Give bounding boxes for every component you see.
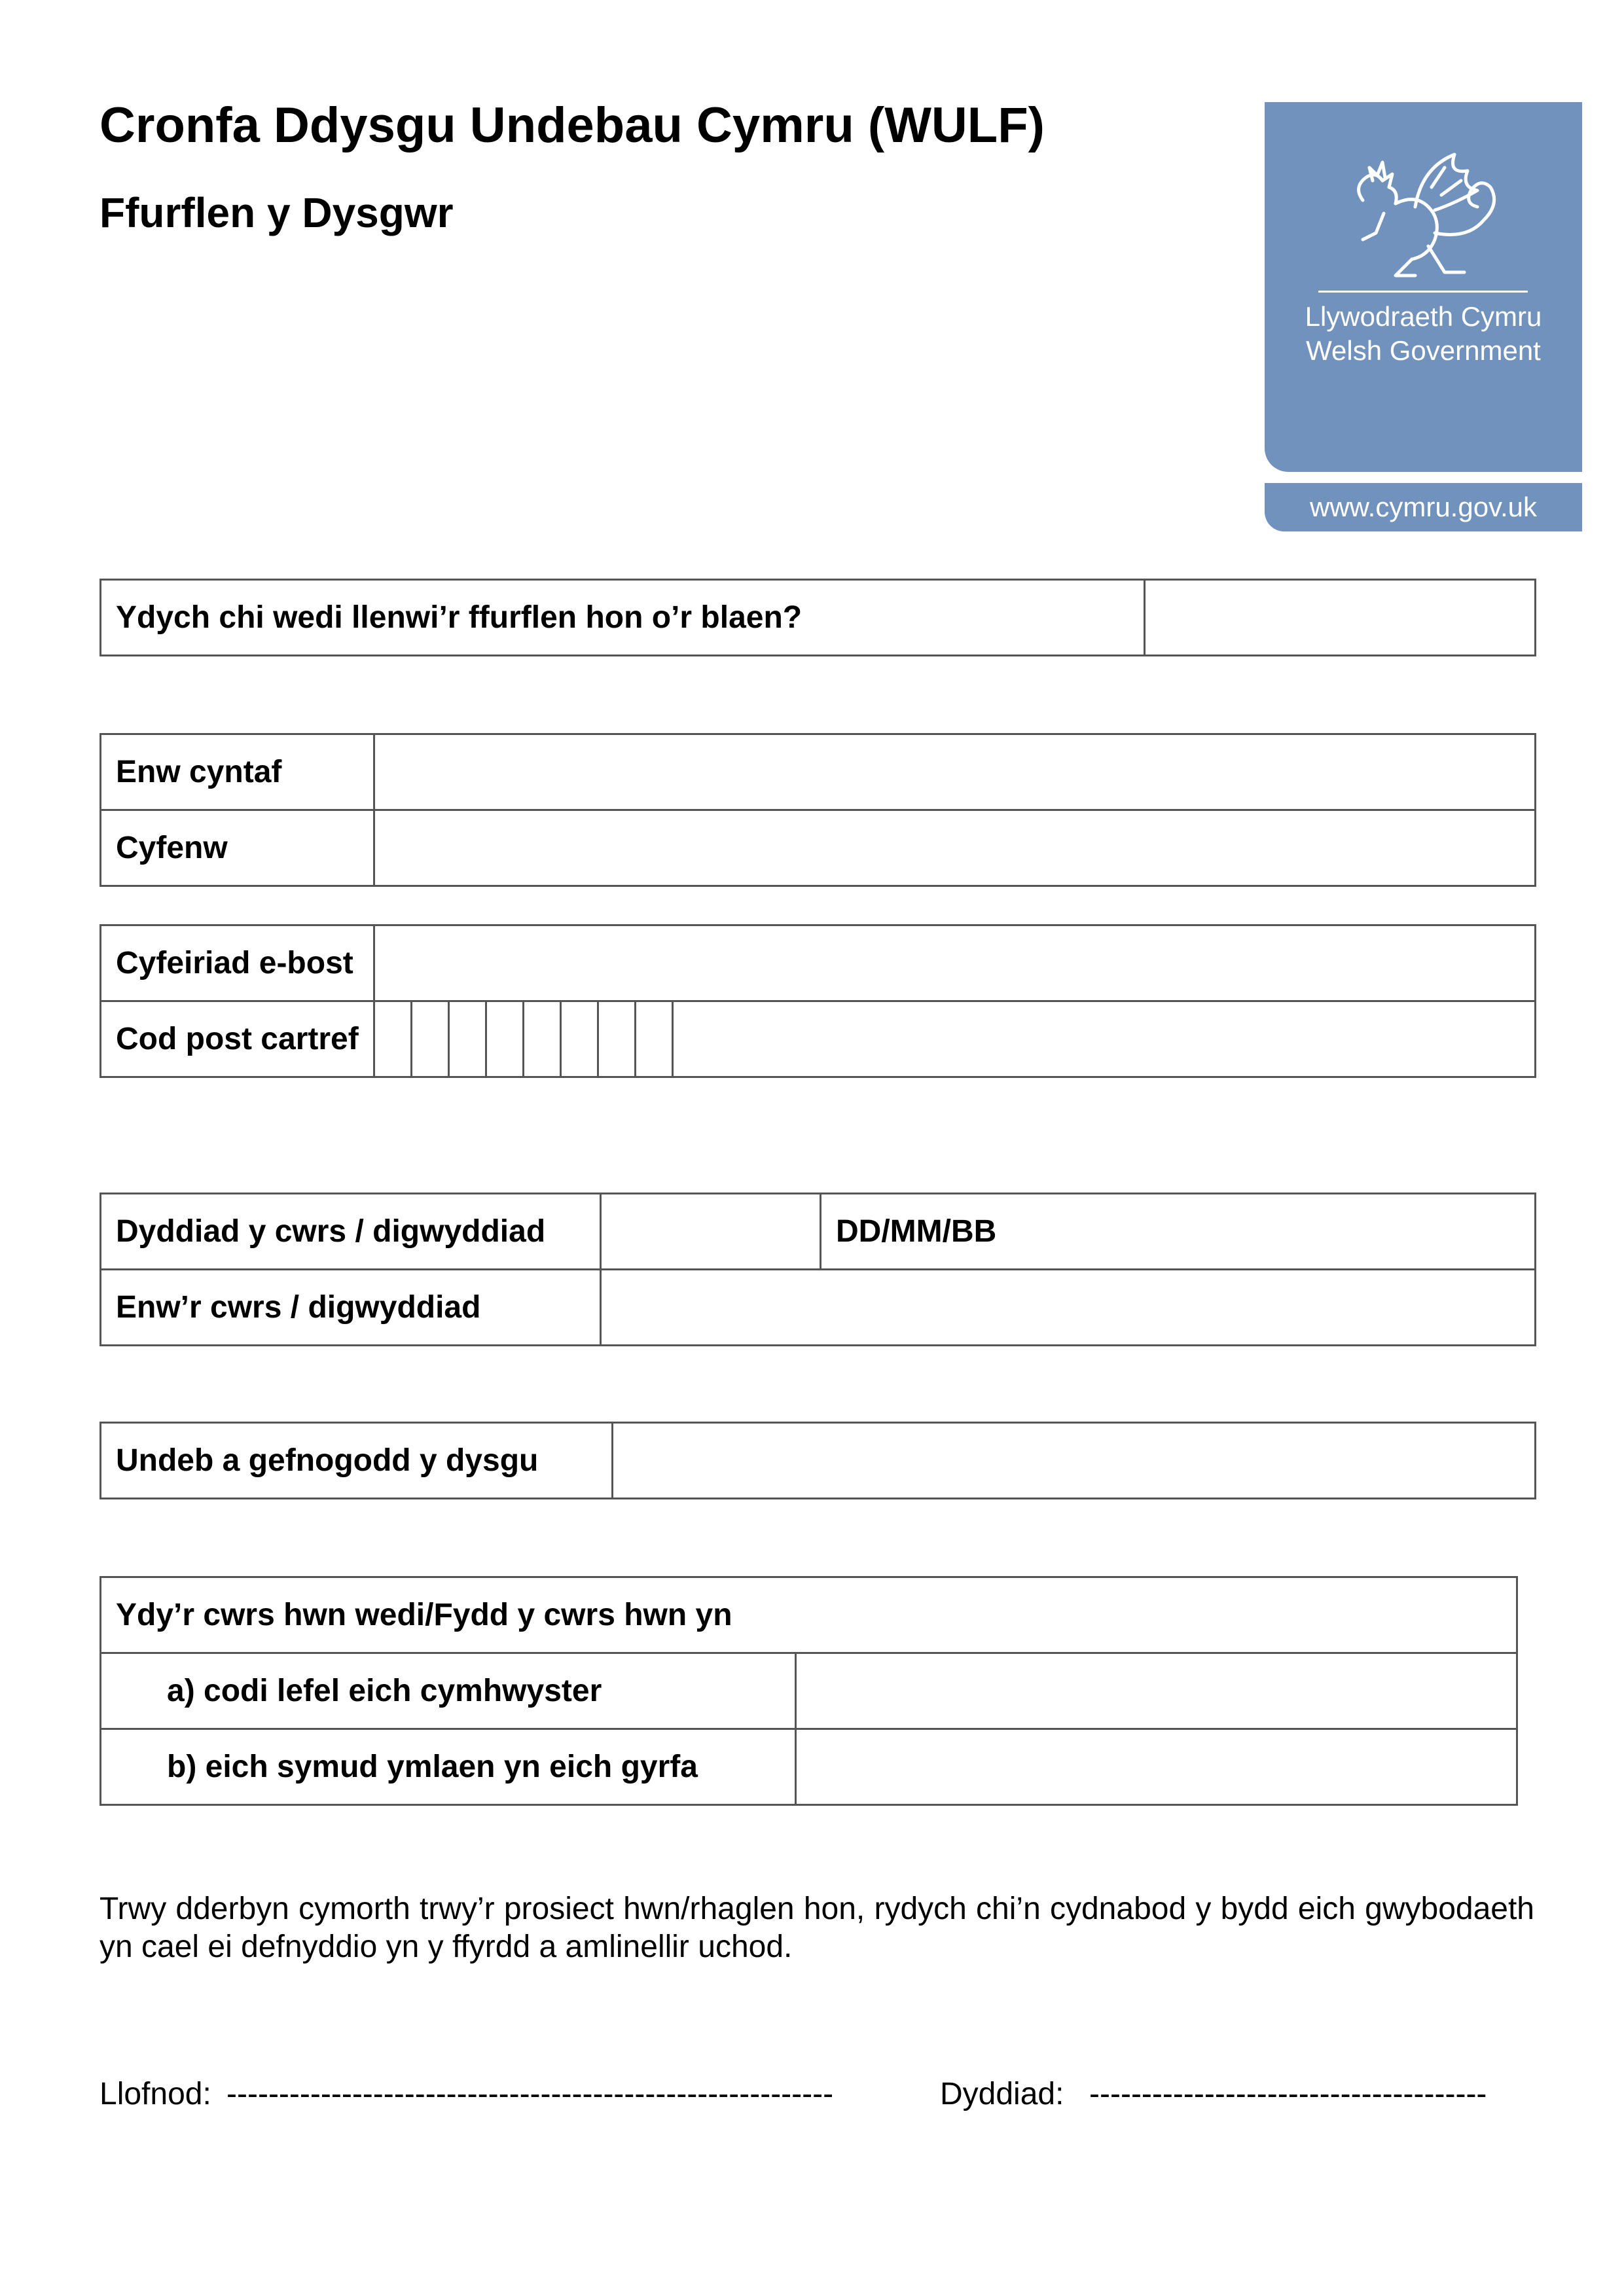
logo-text-english: Welsh Government	[1306, 335, 1541, 366]
gov-url: www.cymru.gov.uk	[1265, 483, 1582, 531]
date-format-hint: DD/MM/BB	[821, 1194, 1536, 1270]
union-field[interactable]	[613, 1423, 1536, 1499]
dragon-icon	[1337, 141, 1510, 285]
email-label: Cyfeiriad e-bost	[101, 925, 374, 1001]
course-question: Ydy’r cwrs hwn wedi/Fydd y cwrs hwn yn	[101, 1577, 1517, 1653]
logo-text-welsh: Llywodraeth Cymru	[1305, 301, 1542, 332]
first-name-label: Enw cyntaf	[101, 734, 374, 810]
previous-form-table	[99, 579, 1536, 656]
welsh-government-logo	[1265, 102, 1582, 472]
email-field[interactable]	[374, 925, 1536, 1001]
postcode-label: Cod post cartref	[101, 1001, 374, 1077]
course-date-label: Dyddiad y cwrs / digwyddiad	[101, 1194, 601, 1270]
previous-form-answer-field[interactable]	[1145, 580, 1536, 656]
course-table	[99, 1193, 1536, 1346]
logo-divider	[1318, 291, 1528, 293]
postcode-box[interactable]	[636, 1001, 673, 1077]
first-name-field[interactable]	[374, 734, 1536, 810]
union-label: Undeb a gefnogodd y dysgu	[101, 1423, 613, 1499]
option-a-field[interactable]	[796, 1653, 1517, 1729]
course-date-field[interactable]	[601, 1194, 821, 1270]
postcode-box[interactable]	[449, 1001, 486, 1077]
option-b-label: b) eich symud ymlaen yn eich gyrfa	[101, 1729, 796, 1805]
page-subtitle: Ffurflen y Dysgwr	[99, 189, 454, 236]
postcode-box[interactable]	[598, 1001, 636, 1077]
postcode-box[interactable]	[374, 1001, 412, 1077]
page-title: Cronfa Ddysgu Undebau Cymru (WULF)	[99, 98, 1045, 153]
previous-form-question: Ydych chi wedi llenwi’r ffurflen hon o’r blaen?	[101, 580, 1145, 656]
signature-label: Llofnod:	[99, 2077, 211, 2111]
declaration-text: Trwy dderbyn cymorth trwy’r prosiect hwn/rhaglen hon, rydych chi’n cydnabod y bydd eich gwybodaeth yn cael ei defnyddio yn y ffyrdd a amlinellir uchod.	[99, 1892, 1534, 1964]
postcode-box[interactable]	[486, 1001, 524, 1077]
surname-field[interactable]	[374, 810, 1536, 886]
name-table	[99, 733, 1536, 887]
course-outcome-table	[99, 1576, 1518, 1806]
contact-table	[99, 924, 1536, 1078]
date-line[interactable]: --------------------------------------	[1089, 2077, 1487, 2111]
postcode-box[interactable]	[561, 1001, 598, 1077]
course-name-field[interactable]	[601, 1270, 1536, 1346]
date-label: Dyddiad:	[940, 2077, 1064, 2111]
union-table	[99, 1422, 1536, 1499]
surname-label: Cyfenw	[101, 810, 374, 886]
option-b-field[interactable]	[796, 1729, 1517, 1805]
option-a-label: a) codi lefel eich cymhwyster	[101, 1653, 796, 1729]
postcode-remainder	[673, 1001, 1536, 1077]
course-name-label: Enw’r cwrs / digwyddiad	[101, 1270, 601, 1346]
postcode-box[interactable]	[524, 1001, 561, 1077]
signature-line[interactable]: ----------------------------------------------------------	[226, 2077, 834, 2111]
postcode-box[interactable]	[412, 1001, 449, 1077]
